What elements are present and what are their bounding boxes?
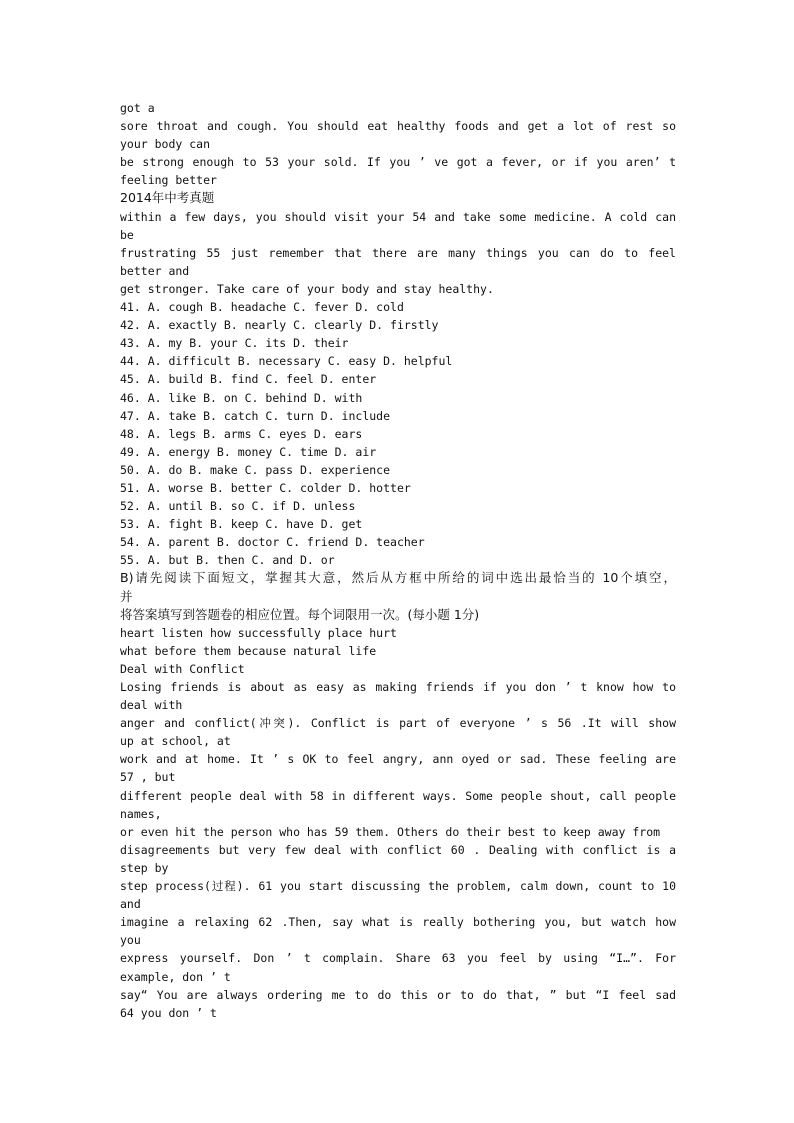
question-46: 46. A. like B. on C. behind D. with	[120, 390, 363, 405]
question-51: 51. A. worse B. better C. colder D. hotter	[120, 480, 411, 495]
text-line: got a	[120, 101, 155, 115]
text-line: be strong enough to 53 your sold. If you ’ ve got a fever, or if you aren’ t	[120, 155, 676, 170]
section-b-instruction: B)请先阅读下面短文，掌握其大意，然后从方框中所给的词中选出最恰当的 10个填空，	[120, 570, 676, 586]
text-line: say“ You are always ordering me to do this or to do that, ” but “I feel sad	[120, 987, 676, 1002]
text-line: example, don ’ t	[120, 969, 231, 984]
text-line: within a few days, you should visit your 54 and take some medicine. A cold can	[120, 209, 676, 224]
text-line: names,	[120, 806, 162, 821]
text-line: your body can	[120, 137, 211, 152]
text-line: 57 , but	[120, 770, 176, 785]
question-48: 48. A. legs B. arms C. eyes D. ears	[120, 426, 363, 441]
text-line: frustrating 55 just remember that there are many things you can do to feel	[120, 245, 676, 260]
text-line: disagreements but very few deal with conflict 60 . Dealing with conflict is a	[120, 842, 676, 857]
question-43: 43. A. my B. your C. its D. their	[120, 336, 349, 351]
text-line: be	[120, 227, 134, 242]
text-line: Losing friends is about as easy as making friends if you don ’ t know how to	[120, 680, 676, 694]
question-49: 49. A. energy B. money C. time D. air	[120, 444, 377, 459]
text-line: feeling better	[120, 173, 217, 188]
text-line: 64 you don ’ t	[120, 1005, 217, 1020]
text-line: or even hit the person who has 59 them. Others do their best to keep away from	[120, 824, 661, 839]
text-line: express yourself. Don ’ t complain. Share 63 you feel by using “I…”. For	[120, 951, 676, 966]
passage-title: Deal with Conflict	[120, 661, 245, 676]
text-line: and	[120, 897, 141, 912]
text-line: different people deal with 58 in different ways. Some people shout, call people	[120, 788, 676, 803]
text-line: work and at home. It ’ s OK to feel angry, ann oyed or sad. These feeling are	[120, 752, 676, 767]
section-b-instruction: 并	[120, 588, 133, 604]
text-line: get stronger. Take care of your body and stay healthy.	[120, 281, 494, 296]
question-44: 44. A. difficult B. necessary C. easy D. helpful	[120, 354, 453, 369]
exam-heading: 2014年中考真题	[120, 190, 215, 206]
word-box-line: what before them because natural life	[120, 643, 377, 658]
section-b-instruction: 将答案填写到答题卷的相应位置。每个词限用一次。(每小题 1分)	[120, 606, 480, 622]
word-box-line: heart listen how successfully place hurt	[120, 625, 397, 640]
text-line: sore throat and cough. You should eat healthy foods and get a lot of rest so	[120, 119, 676, 134]
text-line: better and	[120, 263, 190, 278]
question-41: 41. A. cough B. headache C. fever D. cold	[120, 300, 404, 315]
question-55: 55. A. but B. then C. and D. or	[120, 553, 335, 568]
text-line: anger and conflict(冲突). Conflict is part of everyone ’ s 56 .It will show	[120, 716, 676, 731]
text-line: up at school, at	[120, 734, 231, 749]
question-47: 47. A. take B. catch C. turn D. include	[120, 408, 391, 423]
text-line: step by	[120, 860, 169, 875]
question-54: 54. A. parent B. doctor C. friend D. teacher	[120, 535, 425, 550]
text-line: deal with	[120, 698, 183, 713]
document-page	[120, 99, 676, 1022]
text-line: imagine a relaxing 62 .Then, say what is really bothering you, but watch how	[120, 915, 676, 930]
question-42: 42. A. exactly B. nearly C. clearly D. firstly	[120, 318, 439, 333]
text-line: you	[120, 933, 141, 948]
question-53: 53. A. fight B. keep C. have D. get	[120, 517, 363, 532]
question-52: 52. A. until B. so C. if D. unless	[120, 499, 356, 514]
text-line: step process(过程). 61 you start discussing the problem, calm down, count to 10	[120, 879, 676, 894]
question-45: 45. A. build B. find C. feel D. enter	[120, 372, 377, 387]
question-50: 50. A. do B. make C. pass D. experience	[120, 462, 391, 477]
